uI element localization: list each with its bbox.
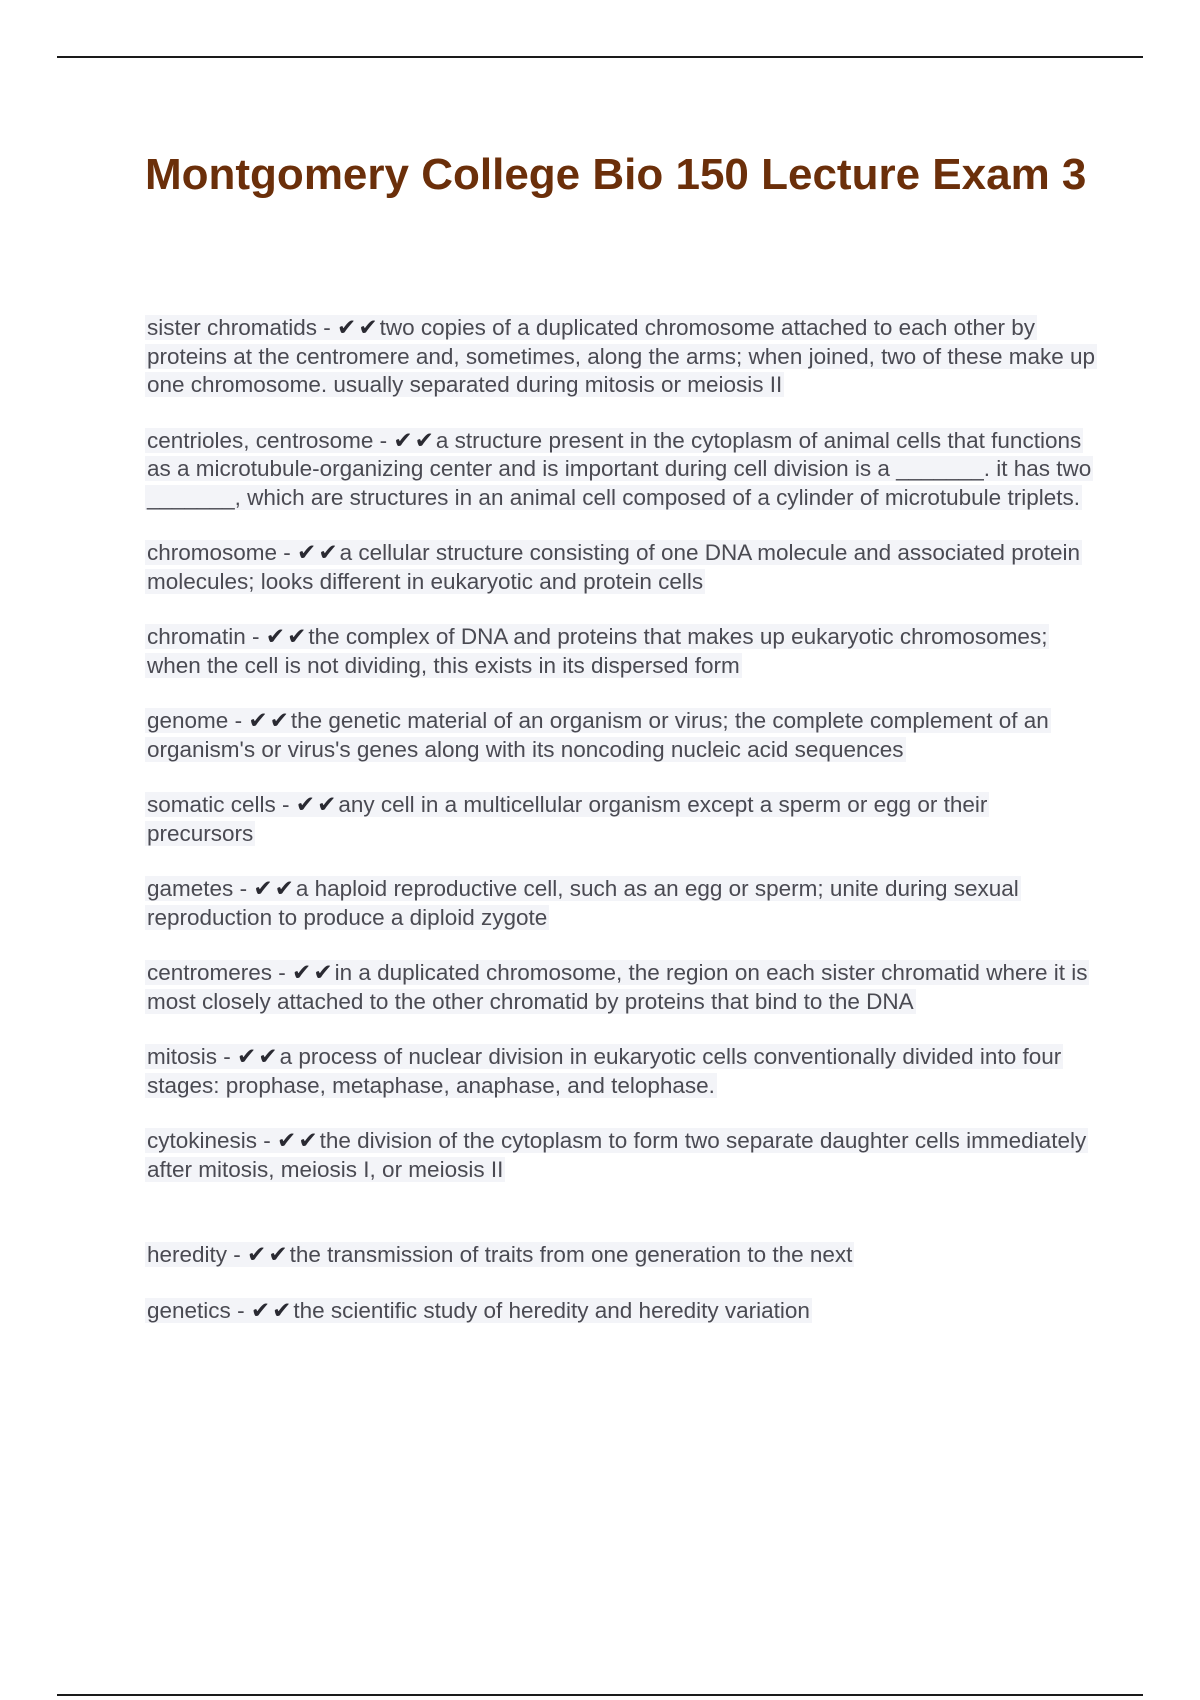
double-check-icon: ✔✔ [253,876,296,902]
entry-term: sister chromatids [147,315,318,340]
entry-term: gametes [147,876,234,901]
entry-definition: the transmission of traits from one generation to the next [289,1242,853,1267]
entry-term: somatic cells [147,792,276,817]
entry-definition: a process of nuclear division in eukaryotic cells conventionally divided into four stages: prophase, metaphase, anaphase, and telophase. [147,1044,1062,1098]
entry-definition: the scientific study of heredity and heredity variation [293,1297,810,1323]
entry-separator: - [277,540,298,565]
entry-separator: - [257,1128,278,1153]
double-check-icon: ✔✔ [265,624,309,650]
bottom-rule [57,1694,1143,1696]
double-check-icon: ✔✔ [250,1297,294,1324]
double-check-icon: ✔✔ [248,708,291,734]
entry-term: chromatin [147,624,246,649]
entry-definition: a cellular structure consisting of one DNA molecule and associated protein molecules; looks different in eukaryotic and protein cells [147,540,1080,594]
double-check-icon: ✔✔ [295,792,339,818]
flashcard-entry [145,623,1095,680]
flashcard-entry [145,1297,1095,1326]
entry-separator: - [217,1044,238,1069]
entry-separator: - [272,960,293,985]
flashcard-entry [145,539,1095,596]
entry-term: cytokinesis [147,1128,258,1153]
entry-separator: - [275,792,296,817]
page-title: Montgomery College Bio 150 Lecture Exam 3 [145,150,1087,199]
flashcard-entry [145,1043,1095,1100]
double-check-icon: ✔✔ [337,315,380,341]
entry-term: genome [147,708,229,733]
entry-separator: - [228,708,249,733]
double-check-icon: ✔✔ [393,427,436,454]
entry-separator: - [227,1242,248,1267]
entry-definition: the division of the cytoplasm to form two separate daughter cells immediately after mitosis, meiosis I, or meiosis II [147,1128,1087,1182]
flashcard-entry [145,427,1095,513]
entry-term: mitosis [147,1044,218,1069]
double-check-icon: ✔✔ [292,960,335,986]
top-rule [57,56,1143,58]
flashcard-list [145,314,1095,1352]
entry-separator: - [230,1297,251,1323]
entry-term: genetics [147,1297,231,1323]
entry-term: chromosome [147,540,278,565]
flashcard-entry [145,791,1095,848]
flashcard-entry [145,1241,1095,1270]
double-check-icon: ✔✔ [297,540,340,566]
flashcard-entry [145,959,1095,1016]
double-check-icon: ✔✔ [277,1128,320,1154]
entry-definition: any cell in a multicellular organism except a sperm or egg or their precursors [147,792,988,846]
flashcard-entry [145,1127,1095,1184]
entry-separator: - [245,624,266,649]
entry-definition: two copies of a duplicated chromosome attached to each other by proteins at the centromere and, sometimes, along the arms; when joined, two of these make up one chromosome. usually separated during mitosis or meiosis II [147,315,1096,397]
entry-term: heredity [147,1242,228,1267]
entry-separator: - [373,427,394,453]
entry-separator: - [233,876,254,901]
entry-separator: - [317,315,338,340]
entry-definition: in a duplicated chromosome, the region on each sister chromatid where it is most closely attached to the other chromatid by proteins that bind to the DNA [147,960,1088,1014]
entry-term: centromeres [147,960,273,985]
double-check-icon: ✔✔ [247,1242,290,1268]
flashcard-entry [145,707,1095,764]
entry-definition: the genetic material of an organism or virus; the complete complement of an organism's or virus's genes along with its noncoding nucleic acid sequences [147,708,1049,762]
entry-definition: a haploid reproductive cell, such as an egg or sperm; unite during sexual reproduction to produce a diploid zygote [147,876,1019,930]
entry-term: centrioles, centrosome [147,427,374,453]
flashcard-entry [145,875,1095,932]
entry-definition: a structure present in the cytoplasm of animal cells that functions as a microtubule-organizing center and is important during cell division is a _______. it has two _______, which are structures in an animal cell composed of a cylinder of microtubule triplets. [147,427,1092,510]
entry-definition: the complex of DNA and proteins that makes up eukaryotic chromosomes; when the cell is not dividing, this exists in its dispersed form [147,624,1048,678]
double-check-icon: ✔✔ [237,1044,280,1070]
flashcard-entry [145,314,1095,400]
